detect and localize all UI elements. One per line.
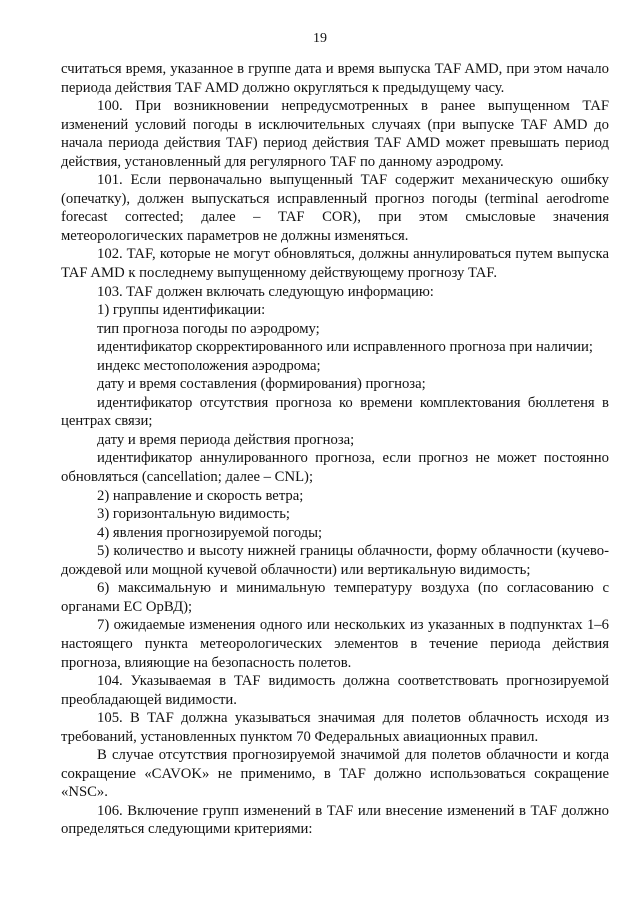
list-item: дату и время периода действия прогноза;	[97, 431, 355, 448]
list-item: 3) горизонтальную видимость;	[97, 506, 291, 523]
document-body	[61, 60, 609, 839]
list-item: 4) явления прогнозируемой погоды;	[97, 524, 323, 541]
list-item: 2) направление и скорость ветра;	[97, 487, 304, 504]
list-item: дату и время составления (формирования) прогноза;	[97, 376, 426, 393]
list-item: тип прогноза погоды по аэродрому;	[97, 320, 320, 337]
list-item: 1) группы идентификации:	[97, 302, 266, 319]
list-item: идентификатор отсутствия прогноза ко времени комплектования бюллетеня в центрах связи;	[61, 394, 609, 430]
list-item: 6) максимальную и минимальную температуру воздуха (по согласованию с органами ЕС ОрВД);	[61, 580, 609, 615]
paragraph: 101. Если первоначально выпущенный TAF содержит механическую ошибку (опечатку), должен выпускаться исправленный прогноз погоды (terminal aerodrome forecast corrected; далее – TAF COR), при этом смысловые значения метеорологических параметров не должны изменяться.	[61, 172, 609, 244]
paragraph: 100. При возникновении непредусмотренных в ранее выпущенном TAF изменений условий погоды в исключительных случаях (при выпуске TAF AMD до начала периода действия TAF) период действия TAF AMD может превышать период действия, установленный для регулярного TAF по данному аэродрому.	[61, 98, 609, 170]
list-item: идентификатор скорректированного или исправленного прогноза при наличии;	[97, 339, 593, 356]
paragraph: считаться время, указанное в группе дата и время выпуска TAF AMD, при этом начало периода действия TAF AMD должно округляться к предыдущему часу.	[61, 61, 609, 96]
list-item: 5) количество и высоту нижней границы облачности, форму облачности (кучево-дождевой или мощной кучевой облачности) или вертикальную видимость;	[61, 543, 609, 578]
paragraph: 106. Включение групп изменений в TAF или внесение изменений в TAF должно определяться следующими критериями:	[61, 802, 609, 838]
list-item: идентификатор аннулированного прогноза, если прогноз не может постоянно обновляться (cancellation; далее – CNL);	[61, 450, 609, 486]
paragraph: 102. TAF, которые не могут обновляться, должны аннулироваться путем выпуска TAF AMD к последнему выпущенному действующему прогнозу TAF.	[61, 246, 609, 282]
page-number: 19	[313, 31, 327, 46]
paragraph: 105. В TAF должна указываться значимая для полетов облачность исходя из требований, установленных пунктом 70 Федеральных авиационных правил.	[61, 710, 609, 745]
paragraph: 104. Указываемая в TAF видимость должна соответствовать прогнозируемой преобладающей видимости.	[61, 673, 609, 708]
list-item: индекс местоположения аэродрома;	[97, 357, 321, 374]
paragraph: В случае отсутствия прогнозируемой значимой для полетов облачности и когда сокращение «CAVOK» не применимо, в TAF должно использоваться сокращение «NSC».	[61, 747, 609, 801]
paragraph: 103. TAF должен включать следующую информацию:	[97, 283, 434, 300]
list-item: 7) ожидаемые изменения одного или нескольких из указанных в подпунктах 1–6 настоящего пункта метеорологических элементов в течение периода действия прогноза, влияющие на безопасность полетов.	[61, 617, 609, 671]
